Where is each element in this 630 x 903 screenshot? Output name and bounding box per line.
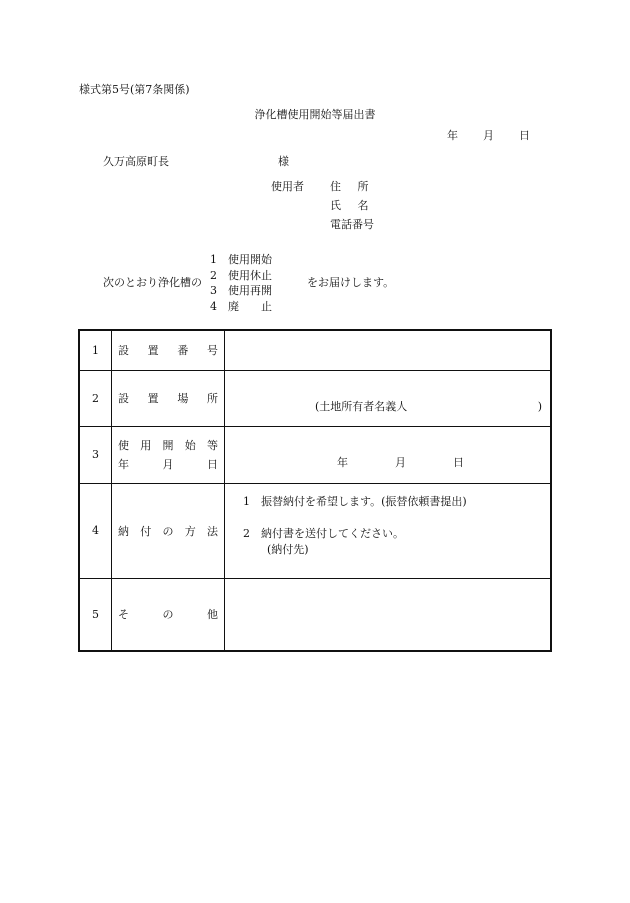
notice-intro: 次のとおり浄化槽の xyxy=(103,276,202,289)
date-month: 月 xyxy=(483,129,494,142)
notice-option xyxy=(210,283,272,299)
row-label xyxy=(112,578,225,651)
label-char: そ xyxy=(118,608,129,622)
row-label xyxy=(112,483,225,578)
row-number: 2 xyxy=(79,370,112,426)
notice-option xyxy=(210,268,272,284)
label-char: 等 xyxy=(207,439,218,452)
row-label xyxy=(112,370,225,426)
option-label: 使用再開 xyxy=(228,284,272,297)
applicant-role-label: 使用者 xyxy=(271,180,304,193)
spread-label xyxy=(118,606,218,622)
row-number: 3 xyxy=(79,426,112,483)
label-char: 設 xyxy=(118,344,129,358)
form-table xyxy=(78,329,552,652)
option-number: 4 xyxy=(210,299,217,313)
date-day: 日 xyxy=(453,455,464,469)
date-year: 年 xyxy=(447,129,458,142)
label-char: 使 xyxy=(118,439,129,452)
installation-location-field[interactable] xyxy=(225,370,552,426)
landowner-close-paren: ) xyxy=(537,399,542,413)
notice-option xyxy=(210,299,272,315)
table-row xyxy=(79,578,551,651)
payment-option-invoice: 2 納付書を送付してください。 xyxy=(243,526,404,540)
label-char: 号 xyxy=(206,344,218,358)
label-char: 納 xyxy=(118,524,129,538)
option-number: 2 xyxy=(210,268,217,282)
option-label: 廃 止 xyxy=(228,299,272,313)
row-label xyxy=(112,426,225,483)
label-char: 法 xyxy=(207,524,218,538)
spread-label xyxy=(118,390,218,406)
document-title: 浄化槽使用開始等届出書 xyxy=(254,108,376,121)
table-row xyxy=(79,370,551,426)
label-char: 他 xyxy=(207,608,218,622)
installation-number-field[interactable] xyxy=(225,330,552,370)
label-char: 付 xyxy=(140,524,152,538)
spread-label xyxy=(118,456,218,472)
label-char: 用 xyxy=(140,439,152,452)
table-row xyxy=(79,426,551,483)
spread-label xyxy=(118,342,218,358)
honorific: 様 xyxy=(278,155,289,168)
payment-destination-label: (納付先) xyxy=(267,542,309,556)
option-label: 使用休止 xyxy=(228,268,272,282)
submission-date xyxy=(447,130,530,141)
date-month: 月 xyxy=(395,455,406,469)
label-char: 年 xyxy=(118,458,129,471)
spread-label xyxy=(118,437,218,453)
row-label xyxy=(112,330,225,370)
option-label: 使用開始 xyxy=(228,253,272,266)
label-char: 設 xyxy=(118,392,129,405)
start-date xyxy=(337,457,464,468)
label-char: の xyxy=(162,524,174,538)
label-char: 番 xyxy=(177,344,189,358)
spread-label xyxy=(118,523,218,539)
other-field[interactable] xyxy=(225,578,552,651)
form-number: 様式第5号(第7条関係) xyxy=(79,83,190,96)
table-row xyxy=(79,330,551,370)
label-char: 所 xyxy=(206,392,218,405)
payment-method-field[interactable] xyxy=(225,483,552,578)
row-number: 4 xyxy=(79,483,112,578)
payment-option-transfer: 1 振替納付を希望します。(振替依頼書提出) xyxy=(243,494,467,508)
label-char: 月 xyxy=(162,458,174,471)
name-label: 氏名 xyxy=(330,199,385,212)
option-number: 1 xyxy=(210,253,217,266)
row-number: 1 xyxy=(79,330,112,370)
option-number: 3 xyxy=(210,284,217,297)
start-date-field[interactable] xyxy=(225,426,552,483)
landowner-label: (土地所有者名義人 xyxy=(315,399,408,413)
date-day: 日 xyxy=(519,129,530,142)
label-char: 場 xyxy=(177,392,189,405)
notice-option xyxy=(210,252,272,268)
addressee: 久万高原町長 xyxy=(103,155,169,168)
label-char: 置 xyxy=(147,344,159,358)
label-char: 始 xyxy=(184,439,196,452)
label-char: の xyxy=(162,608,174,622)
date-year: 年 xyxy=(337,455,348,469)
address-label: 住所 xyxy=(330,180,385,193)
row-number: 5 xyxy=(79,578,112,651)
label-char: 日 xyxy=(207,458,218,471)
label-char: 開 xyxy=(162,439,174,452)
notice-closing: をお届けします。 xyxy=(307,276,395,289)
notice-options xyxy=(210,252,272,314)
phone-label: 電話番号 xyxy=(330,218,374,231)
label-char: 方 xyxy=(184,524,196,538)
table-row xyxy=(79,483,551,578)
label-char: 置 xyxy=(147,392,159,405)
